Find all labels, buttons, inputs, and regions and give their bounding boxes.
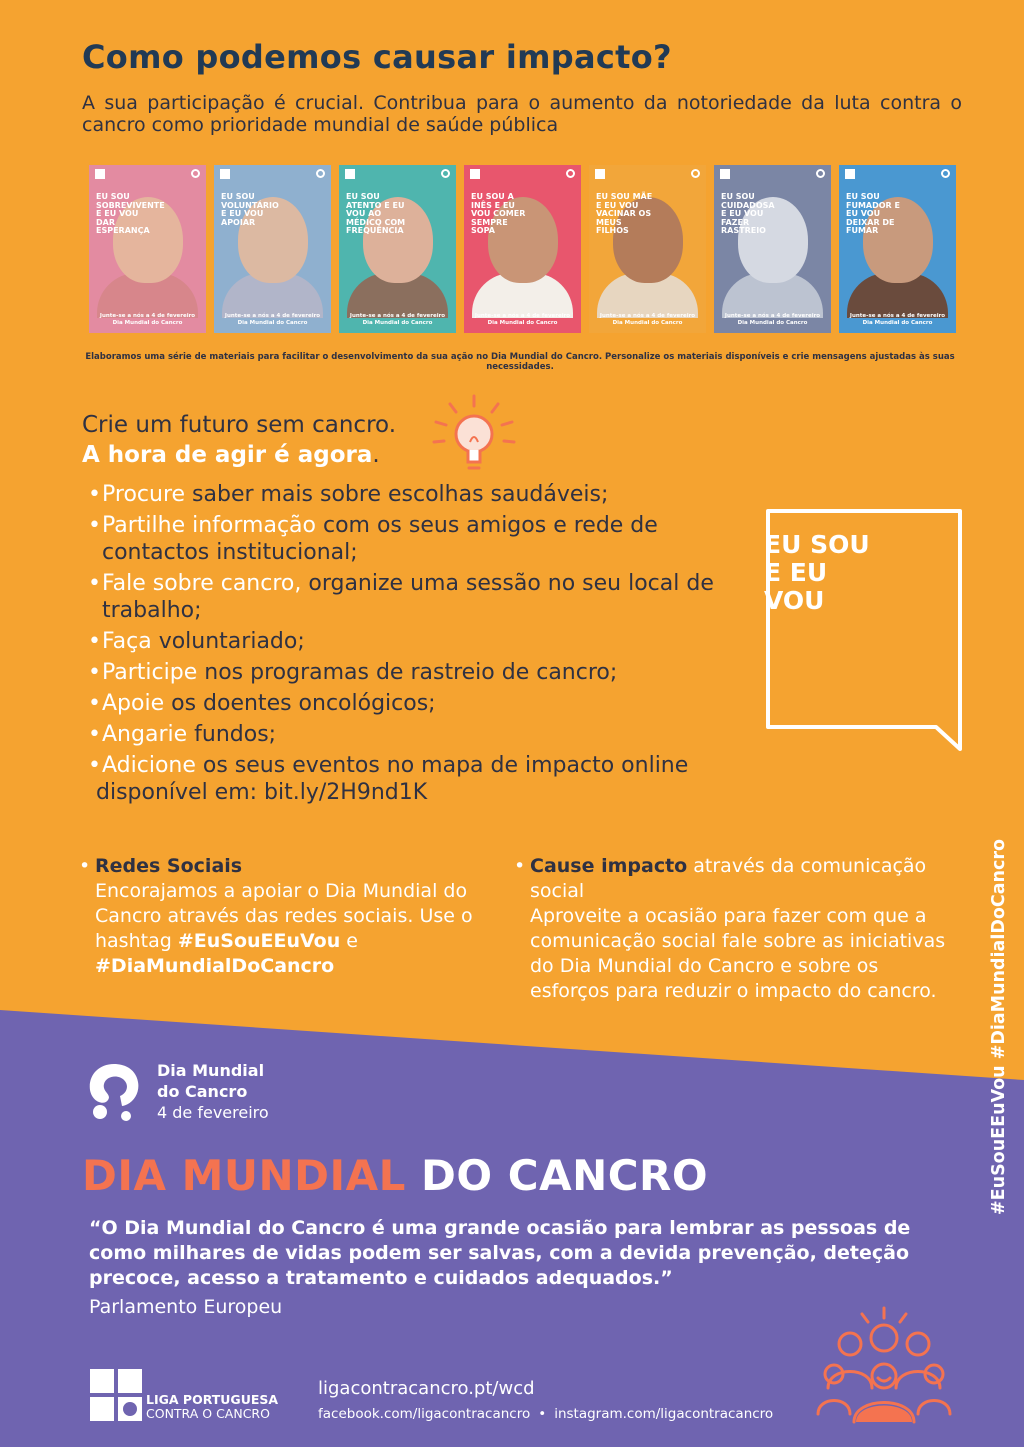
poster-footer: Junte-se a nós a 4 de fevereiro Dia Mundial do Cancro — [724, 313, 821, 326]
poster-header — [95, 169, 200, 183]
facebook-link[interactable]: facebook.com/ligacontracancro — [318, 1406, 531, 1422]
action-item: • Adicione os seus eventos no mapa de impacto online disponível em: bit.ly/2H9nd1K — [88, 752, 728, 806]
poster-soup — [464, 165, 581, 333]
action-item: • Partilhe informação com os seus amigos e rede de contactos institucional; — [88, 512, 728, 566]
poster-footer: Junte-se a nós a 4 de fevereiro Dia Mundial do Cancro — [849, 313, 946, 326]
poster-text: EU SOU SOBREVIVENTE E EU VOU DAR ESPERANÇA — [96, 192, 165, 235]
poster-footer: Junte-se a nós a 4 de fevereiro Dia Mundial do Cancro — [599, 313, 696, 326]
social-networks-column: • Redes Sociais Encorajamos a apoiar o Dia Mundial do Cancro através das redes sociais. Use o hashtag #EuSouEEuVou e #DiaMundialDoCancro — [79, 855, 473, 977]
media-title-rest: através da comunicação social — [530, 855, 927, 902]
quote-text: “O Dia Mundial do Cancro é uma grande ocasião para lembrar as pessoas de como milhares de vidas podem ser salvas, com a devida prevenção, deteção precoce, acesso a tratamento e cuidados adequados.” — [89, 1217, 911, 1289]
poster-event-icon — [816, 169, 825, 178]
vertical-hashtags: #EuSouEEuVou #DiaMundialDoCancro — [989, 838, 1009, 1215]
poster-logo-icon — [595, 169, 605, 179]
poster-event-icon — [316, 169, 325, 178]
action-list — [88, 481, 728, 810]
poster-footer: Junte-se a nós a 4 de fevereiro Dia Mundial do Cancro — [349, 313, 446, 326]
action-item: • Apoie os doentes oncológicos; — [88, 690, 728, 717]
quote-source: Parlamento Europeu — [89, 1296, 283, 1318]
poster-strip — [89, 165, 957, 333]
bubble-text: EU SOU E EU VOU — [764, 530, 870, 615]
tagline-period: . — [372, 442, 380, 468]
poster-event-icon — [441, 169, 450, 178]
tagline-line1: Crie um futuro sem cancro. — [82, 412, 397, 438]
poster-text: EU SOU VOLUNTÁRIO E EU VOU APOIAR — [221, 192, 279, 227]
poster-logo-icon — [345, 169, 355, 179]
poster-logo-icon — [845, 169, 855, 179]
media-title: Cause impacto — [530, 855, 688, 877]
social-title: Redes Sociais — [95, 855, 243, 877]
action-item: • Angarie fundos; — [88, 721, 728, 748]
tagline — [82, 410, 396, 470]
poster-header — [595, 169, 700, 183]
poster-text: EU SOU CUIDADOSA E EU VOU FAZER RASTREIO — [721, 192, 775, 235]
poster-footer: Junte-se a nós a 4 de fevereiro Dia Mundial do Cancro — [474, 313, 571, 326]
impact-map-link[interactable]: disponível em: bit.ly/2H9nd1K — [96, 780, 428, 805]
social-links: facebook.com/ligacontracancro • instagram.com/ligacontracancro — [318, 1406, 774, 1422]
poster-header — [720, 169, 825, 183]
poster-text: EU SOU A INÊS E EU VOU COMER SEMPRE SOPA — [471, 192, 526, 235]
poster-survivor — [89, 165, 206, 333]
poster-doctor-visit — [339, 165, 456, 333]
social-text: Encorajamos a apoiar o Dia Mundial do Cancro através das redes sociais. Use o hashtag — [95, 880, 473, 952]
poster-text: EU SOU MÃE E EU VOU VACINAR OS MEUS FILHOS — [596, 192, 653, 235]
poster-event-icon — [691, 169, 700, 178]
poster-logo-icon — [470, 169, 480, 179]
posters-caption: Elaboramos uma série de materiais para facilitar o desenvolvimento da sua ação no Dia Mundial do Cancro. Personalize os materiais disponíveis e crie mensagens ajustadas às suas necessidades. — [85, 352, 955, 372]
poster-header — [845, 169, 950, 183]
poster-event-icon — [941, 169, 950, 178]
big-title: DIA MUNDIAL DO CANCRO — [82, 1151, 709, 1200]
org-name: LIGA PORTUGUESA CONTRA O CANCRO — [146, 1392, 279, 1421]
action-item: • Procure saber mais sobre escolhas saudáveis; — [88, 481, 728, 508]
poster-text: EU SOU FUMADOR E EU VOU DEIXAR DE FUMAR — [846, 192, 900, 235]
hashtag-eusoueeuvou[interactable]: #EuSouEEuVou — [177, 930, 341, 952]
event-logo-icon — [82, 1060, 146, 1122]
tagline-bold: A hora de agir é agora — [82, 442, 373, 468]
intro-text: A sua participação é crucial. Contribua para o aumento da notoriedade da luta contra o cancro como prioridade mundial de saúde pública — [82, 92, 962, 136]
poster-header — [345, 169, 450, 183]
website-link[interactable]: ligacontracancro.pt/wcd — [318, 1378, 535, 1399]
lpcc-logo-icon — [90, 1369, 142, 1421]
poster-header — [470, 169, 575, 183]
poster-logo-icon — [720, 169, 730, 179]
media-text: Aproveite a ocasião para fazer com que a comunicação social fale sobre as iniciativas do Dia Mundial do Cancro e sobre os esforços para reduzir o impacto do cancro. — [530, 905, 946, 1002]
action-item: • Faça voluntariado; — [88, 628, 728, 655]
poster-logo-icon — [95, 169, 105, 179]
action-item: • Fale sobre cancro, organize uma sessão no seu local de trabalho; — [88, 570, 728, 624]
poster-event-icon — [191, 169, 200, 178]
lightbulb-icon — [428, 392, 520, 478]
poster-logo-icon — [220, 169, 230, 179]
page-title: Como podemos causar impacto? — [82, 38, 672, 76]
hashtag-diamundial[interactable]: #DiaMundialDoCancro — [95, 955, 335, 977]
poster-screening — [714, 165, 831, 333]
poster-header — [220, 169, 325, 183]
poster-footer: Junte-se a nós a 4 de fevereiro Dia Mundial do Cancro — [99, 313, 196, 326]
poster-footer: Junte-se a nós a 4 de fevereiro Dia Mundial do Cancro — [224, 313, 321, 326]
poster-volunteer — [214, 165, 331, 333]
instagram-link[interactable]: instagram.com/ligacontracancro — [554, 1406, 774, 1422]
poster-smoker — [839, 165, 956, 333]
action-item: • Participe nos programas de rastreio de cancro; — [88, 659, 728, 686]
poster-event-icon — [566, 169, 575, 178]
poster-vaccinate — [589, 165, 706, 333]
event-name: Dia Mundial do Cancro 4 de fevereiro — [157, 1061, 269, 1122]
media-column: • Cause impacto através da comunicação social Aproveite a ocasião para fazer com que a comunicação social fale sobre as iniciativas do Dia Mundial do Cancro e sobre os esforços para reduzir o impacto do cancro. — [514, 855, 946, 1002]
people-group-icon — [814, 1304, 954, 1427]
poster-text: EU SOU ATENTO E EU VOU AO MÉDICO COM FREQUÊNCIA — [346, 192, 406, 235]
